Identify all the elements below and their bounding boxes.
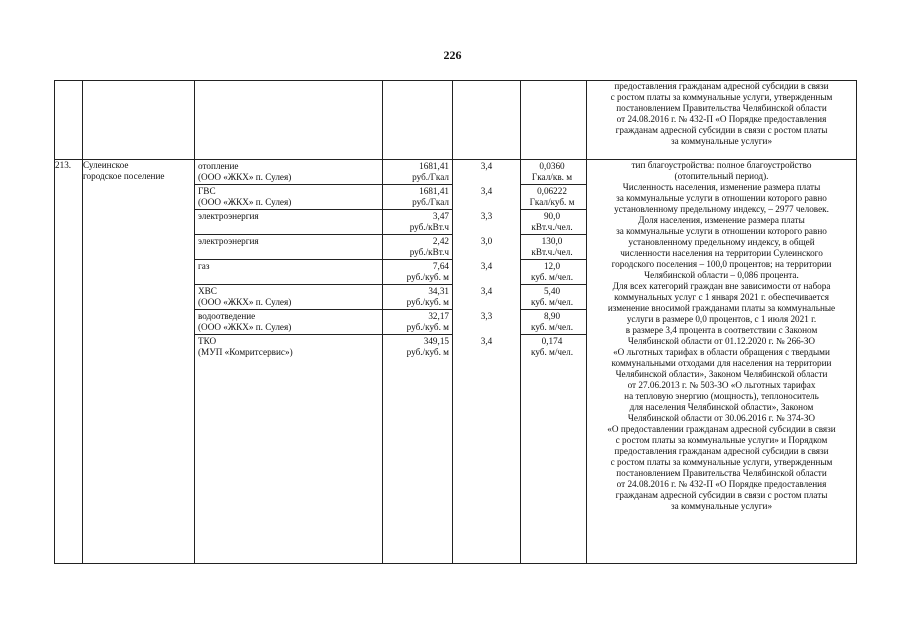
norm-value bbox=[521, 235, 586, 260]
tariff-value bbox=[383, 185, 452, 210]
service-item bbox=[195, 160, 382, 185]
tariff-column bbox=[383, 160, 453, 564]
text-line: (отопительный период). bbox=[674, 171, 769, 181]
text-line: изменение вносимой гражданами платы за коммунальные bbox=[607, 303, 836, 313]
service-item bbox=[195, 235, 382, 260]
norm-value bbox=[521, 160, 586, 185]
tariff-unit: руб./куб. м bbox=[406, 272, 449, 282]
service-name: ГВС bbox=[198, 186, 216, 196]
text-line: предоставления гражданам адресной субсидии в связи bbox=[614, 446, 829, 456]
service-name: ХВС bbox=[198, 286, 217, 296]
settlement-line: городское поселение bbox=[83, 171, 165, 181]
text-line: предоставления гражданам адресной субсидии в связи bbox=[614, 81, 829, 91]
norm-unit: Гкал/куб. м bbox=[529, 197, 575, 207]
text-line: в размере 3,4 процента в соответствии с Законом bbox=[625, 325, 818, 335]
tariff-value bbox=[383, 210, 452, 235]
tariff-value bbox=[383, 260, 452, 285]
tariff-value bbox=[383, 285, 452, 310]
text-line: за коммунальные услуги» bbox=[670, 501, 773, 511]
tariff-unit: руб./Гкал bbox=[412, 197, 449, 207]
norm-unit: куб. м/чел. bbox=[530, 347, 574, 357]
empty-cell bbox=[195, 81, 383, 160]
text-line: с ростом платы за коммунальные услуги, утвержденным bbox=[610, 457, 833, 467]
norm-number: 8,90 bbox=[543, 311, 561, 321]
text-line: на тепловую энергию (мощность), теплоноситель bbox=[624, 391, 819, 401]
text-line: установленному предельному индексу, в общей bbox=[628, 237, 815, 247]
service-item bbox=[195, 185, 382, 210]
service-item bbox=[195, 210, 382, 235]
services-column bbox=[195, 160, 383, 564]
row-number: 213. bbox=[55, 160, 83, 564]
norm-number: 0,174 bbox=[541, 336, 563, 346]
index-value: 3,4 bbox=[480, 286, 493, 296]
index-value: 3,4 bbox=[480, 186, 493, 196]
norm-value bbox=[521, 335, 586, 360]
text-line: Для всех категорий граждан вне зависимости от набора bbox=[612, 281, 831, 291]
index-value: 3,3 bbox=[480, 311, 493, 321]
norm-value bbox=[521, 310, 586, 335]
norm-unit: Гкал/кв. м bbox=[531, 172, 573, 182]
index-value: 3,4 bbox=[480, 261, 493, 271]
text-line: за коммунальные услуги» bbox=[670, 136, 773, 146]
description-text bbox=[587, 160, 857, 564]
text-line: за коммунальные услуги в отношении которого равно bbox=[616, 226, 827, 236]
empty-cell bbox=[453, 81, 521, 160]
empty-cell bbox=[383, 81, 453, 160]
tariff-number: 2,42 bbox=[432, 236, 449, 246]
service-name: отопление bbox=[198, 161, 239, 171]
text-line: Численность населения, изменение размера платы bbox=[622, 182, 821, 192]
tariff-unit: руб./кВт.ч bbox=[409, 222, 449, 232]
norm-number: 90,0 bbox=[543, 211, 561, 221]
text-line: Челябинской области от 01.12.2020 г. № 266-ЗО bbox=[627, 336, 816, 346]
empty-cell bbox=[521, 81, 587, 160]
text-line: постановлением Правительства Челябинской области bbox=[616, 468, 827, 478]
service-name: электроэнергия bbox=[198, 236, 259, 246]
text-line: Челябинской области от 30.06.2016 г. № 374-ЗО bbox=[627, 413, 816, 423]
text-line: «О предоставлении гражданам адресной субсидии в связи bbox=[607, 424, 836, 434]
text-line: за коммунальные услуги в отношении которого равно bbox=[616, 193, 827, 203]
norm-value bbox=[521, 210, 586, 235]
settlement-row bbox=[55, 160, 857, 564]
norm-value bbox=[521, 185, 586, 210]
tariff-value bbox=[383, 335, 452, 360]
index-value: 3,4 bbox=[480, 161, 493, 171]
tariff-value bbox=[383, 235, 452, 260]
tariff-unit: руб./куб. м bbox=[406, 347, 449, 357]
service-name: газ bbox=[198, 261, 210, 271]
service-provider: (ООО «ЖКХ» п. Сулея) bbox=[198, 322, 292, 332]
text-line: «О льготных тарифах в области обращения с твердыми bbox=[613, 347, 830, 357]
text-line: с ростом платы за коммунальные услуги, утвержденным bbox=[610, 92, 833, 102]
text-line: численности населения на территории Сулеинского bbox=[620, 248, 823, 258]
tariff-number: 7,64 bbox=[432, 261, 449, 271]
tariff-number: 3,47 bbox=[432, 211, 449, 221]
norm-unit: куб. м/чел. bbox=[530, 322, 574, 332]
service-name: ТКО bbox=[198, 336, 217, 346]
service-provider: (ООО «ЖКХ» п. Сулея) bbox=[198, 297, 292, 307]
text-line: гражданам адресной субсидии в связи с ростом платы bbox=[615, 125, 828, 135]
text-line: от 24.08.2016 г. № 432-П «О Порядке предоставления bbox=[616, 479, 827, 489]
tariff-number: 1681,41 bbox=[419, 186, 449, 196]
tariff-unit: руб./куб. м bbox=[406, 322, 449, 332]
text-line: от 27.06.2013 г. № 503-ЗО «О льготных тарифах bbox=[627, 380, 816, 390]
tariff-number: 34,31 bbox=[428, 286, 449, 296]
tariff-number: 349,15 bbox=[423, 336, 449, 346]
text-line: услуги в размере 0,0 процентов, с 1 июля 2021 г. bbox=[626, 314, 817, 324]
norm-unit: куб. м/чел. bbox=[530, 272, 574, 282]
continuation-text bbox=[587, 81, 857, 160]
tariff-table bbox=[54, 80, 857, 564]
empty-cell bbox=[55, 81, 83, 160]
text-line: тип благоустройства: полное благоустройство bbox=[631, 160, 812, 170]
norm-number: 0,06222 bbox=[537, 186, 567, 196]
index-value: 3,4 bbox=[480, 336, 493, 346]
text-line: с ростом платы за коммунальные услуги» и Порядком bbox=[615, 435, 828, 445]
text-line: установленному предельному индексу, – 2977 человек. bbox=[614, 204, 829, 214]
norm-unit: кВт.ч./чел. bbox=[531, 247, 573, 257]
norm-unit: куб. м/чел. bbox=[530, 297, 574, 307]
norm-value bbox=[521, 260, 586, 285]
tariff-unit: руб./Гкал bbox=[412, 172, 449, 182]
page-number: 226 bbox=[443, 48, 462, 62]
continuation-row bbox=[55, 81, 857, 160]
index-value: 3,0 bbox=[480, 236, 493, 246]
text-line: коммунальных услуг с 1 января 2021 г. обеспечивается bbox=[614, 292, 829, 302]
norm-number: 12,0 bbox=[543, 261, 561, 271]
norm-value bbox=[521, 285, 586, 310]
service-provider: (МУП «Комритсервис») bbox=[198, 347, 293, 357]
empty-cell bbox=[83, 81, 195, 160]
text-line: гражданам адресной субсидии в связи с ростом платы bbox=[615, 490, 828, 500]
service-provider: (ООО «ЖКХ» п. Сулея) bbox=[198, 172, 292, 182]
norm-unit: кВт.ч./чел. bbox=[531, 222, 573, 232]
norm-number: 130,0 bbox=[541, 236, 563, 246]
norm-column bbox=[521, 160, 587, 564]
settlement-line: Сулеинское bbox=[83, 160, 129, 170]
text-line: постановлением Правительства Челябинской области bbox=[616, 103, 827, 113]
service-name: водоотведение bbox=[198, 311, 256, 321]
text-line: для населения Челябинской области», Законом bbox=[629, 402, 814, 412]
text-line: от 24.08.2016 г. № 432-П «О Порядке предоставления bbox=[616, 114, 827, 124]
service-provider: (ООО «ЖКХ» п. Сулея) bbox=[198, 197, 292, 207]
text-line: коммунальными отходами для населения на территории bbox=[611, 358, 832, 368]
service-item bbox=[195, 310, 382, 335]
text-line: Доля населения, изменение размера платы bbox=[638, 215, 805, 225]
service-item bbox=[195, 285, 382, 310]
index-column bbox=[453, 160, 521, 564]
index-value: 3,3 bbox=[480, 211, 493, 221]
settlement-name bbox=[83, 160, 195, 564]
tariff-value bbox=[383, 160, 452, 185]
tariff-value bbox=[383, 310, 452, 335]
tariff-unit: руб./куб. м bbox=[406, 297, 449, 307]
service-item bbox=[195, 260, 382, 285]
text-line: Челябинской области», Законом Челябинской области bbox=[615, 369, 828, 379]
service-item bbox=[195, 335, 382, 360]
norm-number: 0,0360 bbox=[539, 161, 565, 171]
text-line: Челябинской области – 0,086 процента. bbox=[644, 270, 799, 280]
tariff-unit: руб./кВт.ч bbox=[409, 247, 449, 257]
tariff-number: 1681,41 bbox=[419, 161, 449, 171]
text-line: городского поселения – 100,0 процентов; на территории bbox=[611, 259, 832, 269]
norm-number: 5,40 bbox=[543, 286, 561, 296]
service-name: электроэнергия bbox=[198, 211, 259, 221]
tariff-number: 32,17 bbox=[428, 311, 449, 321]
